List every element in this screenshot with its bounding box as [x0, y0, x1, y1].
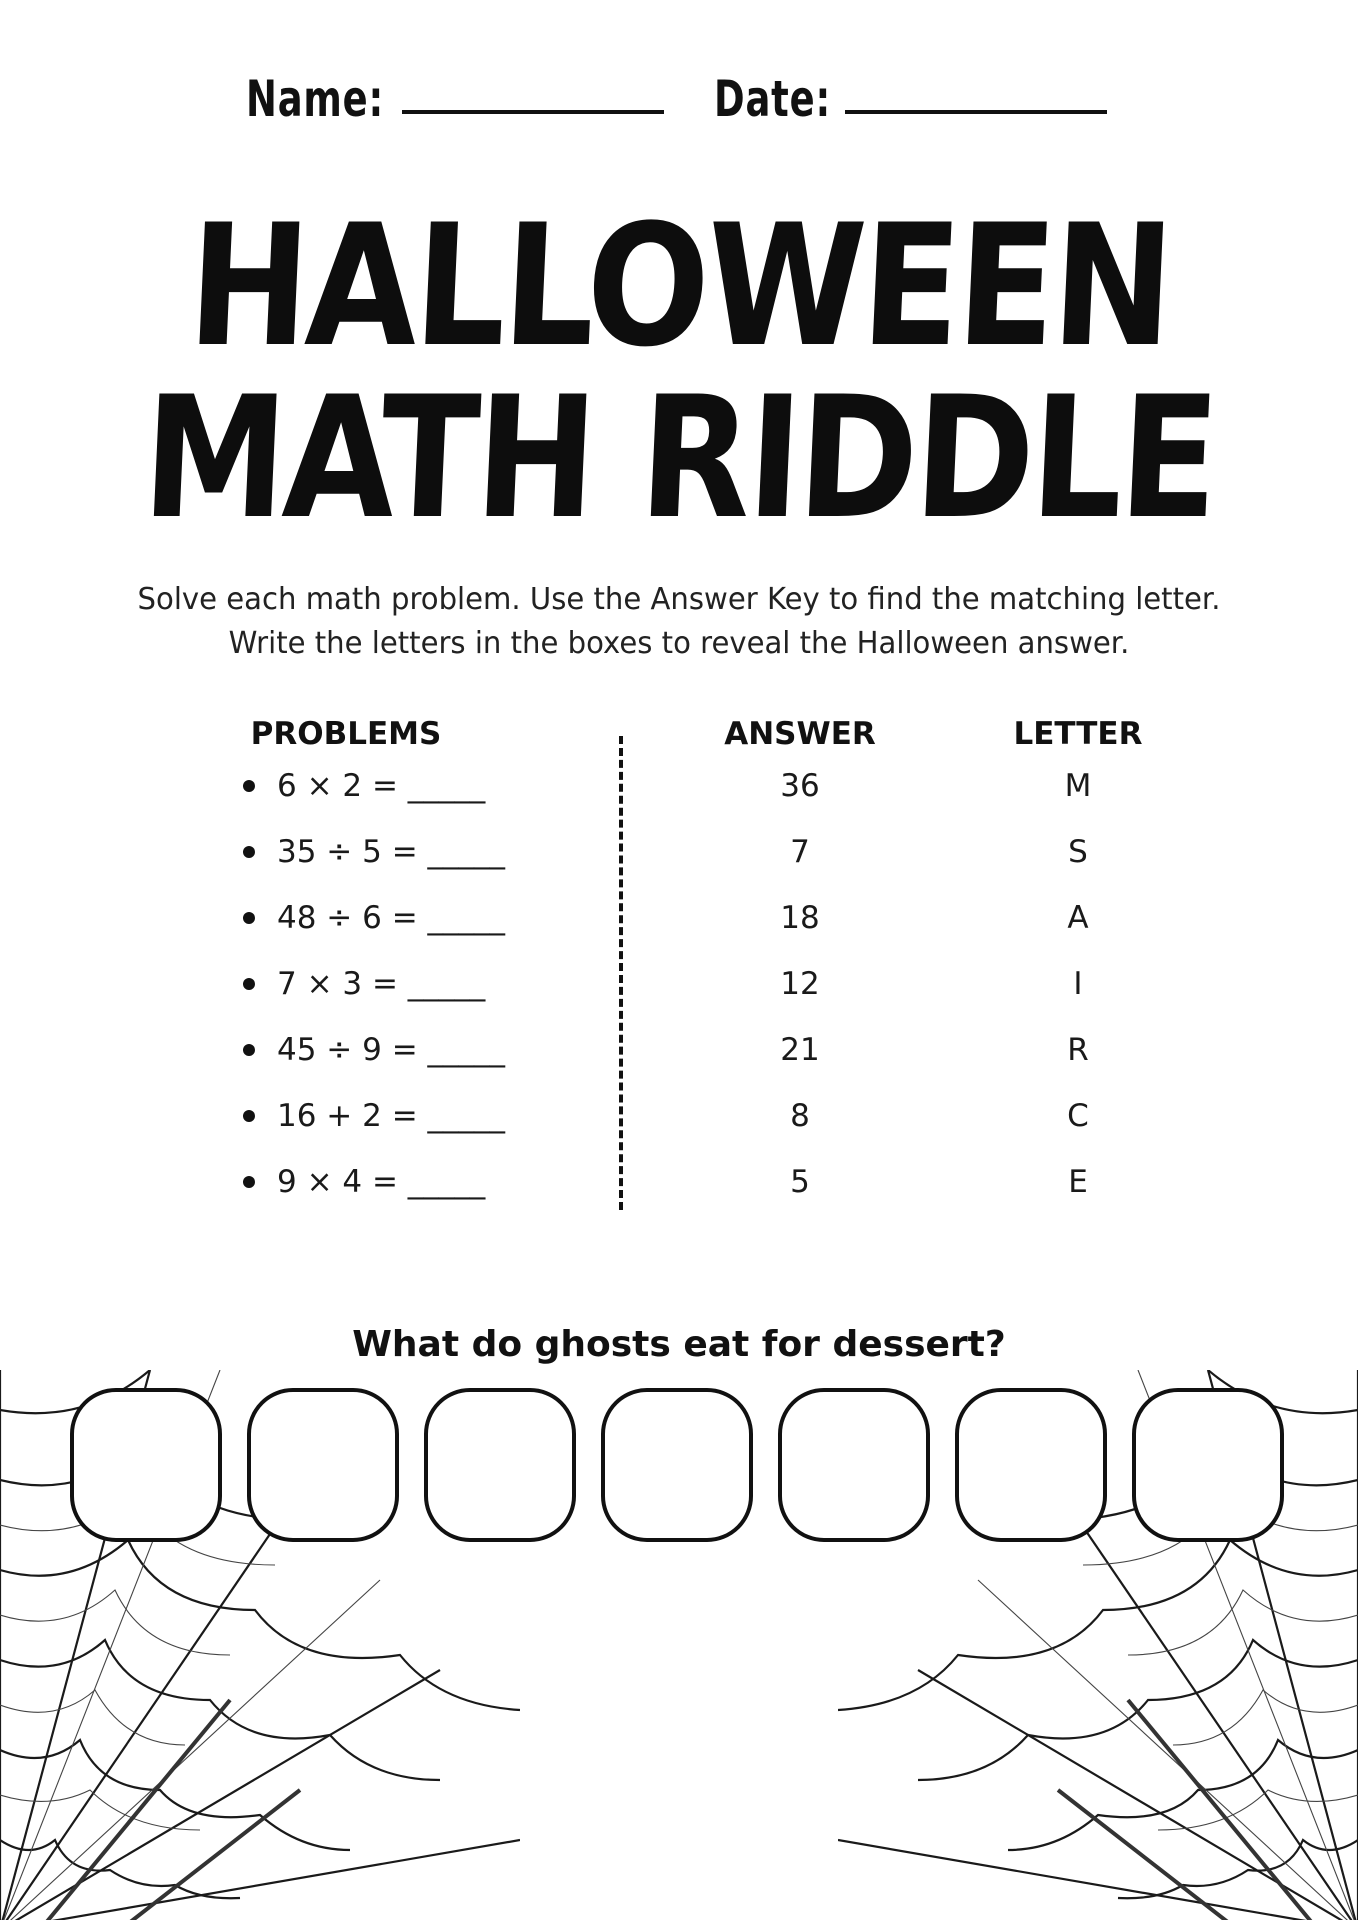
bullet-icon	[243, 846, 255, 858]
page-title-line-1: HALLOWEEN	[183, 188, 1175, 384]
bullet-icon	[243, 1110, 255, 1122]
answer-box-3[interactable]	[424, 1388, 576, 1542]
problem-text: 35 ÷ 5 = _____	[277, 834, 506, 870]
problem-text: 48 ÷ 6 = _____	[277, 900, 506, 936]
name-blank-line[interactable]	[402, 110, 664, 114]
page-title-line-2: MATH RIDDLE	[138, 360, 1220, 556]
answer-key-letter: I	[1073, 966, 1083, 1002]
bullet-icon	[243, 1176, 255, 1188]
problem-text: 9 × 4 = _____	[277, 1164, 486, 1200]
answer-key-value: 5	[790, 1164, 810, 1200]
answer-key-letter: E	[1068, 1164, 1088, 1200]
answer-key-letter: C	[1067, 1098, 1089, 1134]
answer-box-4[interactable]	[601, 1388, 753, 1542]
answer-key-letter: S	[1068, 834, 1088, 870]
answer-key-value: 8	[790, 1098, 810, 1134]
bullet-icon	[243, 1044, 255, 1056]
answer-box-6[interactable]	[955, 1388, 1107, 1542]
bullet-icon	[243, 780, 255, 792]
problem-item[interactable]	[243, 834, 505, 870]
instructions	[79, 578, 1280, 666]
answer-key-value: 18	[780, 900, 820, 936]
instructions-line-2: Write the letters in the boxes to reveal the Halloween answer.	[228, 626, 1130, 661]
problem-text: 6 × 2 = _____	[277, 768, 486, 804]
riddle-question: What do ghosts eat for dessert?	[352, 1324, 1006, 1365]
date-label: Date:	[714, 70, 832, 128]
problem-item[interactable]	[243, 966, 485, 1002]
answer-key-letter: M	[1064, 768, 1092, 804]
problem-text: 45 ÷ 9 = _____	[277, 1032, 506, 1068]
problem-text: 16 + 2 = _____	[277, 1098, 506, 1134]
problem-item[interactable]	[243, 1032, 505, 1068]
answer-key-value: 21	[780, 1032, 820, 1068]
answer-box-7[interactable]	[1132, 1388, 1284, 1542]
answer-key-value: 7	[790, 834, 810, 870]
letter-header: LETTER	[1013, 716, 1143, 752]
answer-key-value: 36	[780, 768, 820, 804]
answer-key-letter: R	[1067, 1032, 1089, 1068]
problem-item[interactable]	[243, 1098, 505, 1134]
bullet-icon	[243, 978, 255, 990]
problem-item[interactable]	[243, 768, 485, 804]
answer-box-5[interactable]	[778, 1388, 930, 1542]
name-field	[246, 70, 664, 128]
problem-item[interactable]	[243, 1164, 485, 1200]
answer-key-value: 12	[780, 966, 820, 1002]
bullet-icon	[243, 912, 255, 924]
date-blank-line[interactable]	[845, 110, 1107, 114]
dashed-divider	[619, 736, 623, 1210]
answer-header: ANSWER	[724, 716, 876, 752]
name-label: Name:	[246, 70, 385, 128]
answer-box-2[interactable]	[247, 1388, 399, 1542]
answer-box-1[interactable]	[70, 1388, 222, 1542]
problem-item[interactable]	[243, 900, 505, 936]
answer-key-letter: A	[1067, 900, 1089, 936]
problems-header: PROBLEMS	[250, 716, 442, 752]
instructions-line-1: Solve each math problem. Use the Answer Key to find the matching letter.	[137, 582, 1221, 617]
date-field	[714, 70, 1107, 128]
problem-text: 7 × 3 = _____	[277, 966, 486, 1002]
